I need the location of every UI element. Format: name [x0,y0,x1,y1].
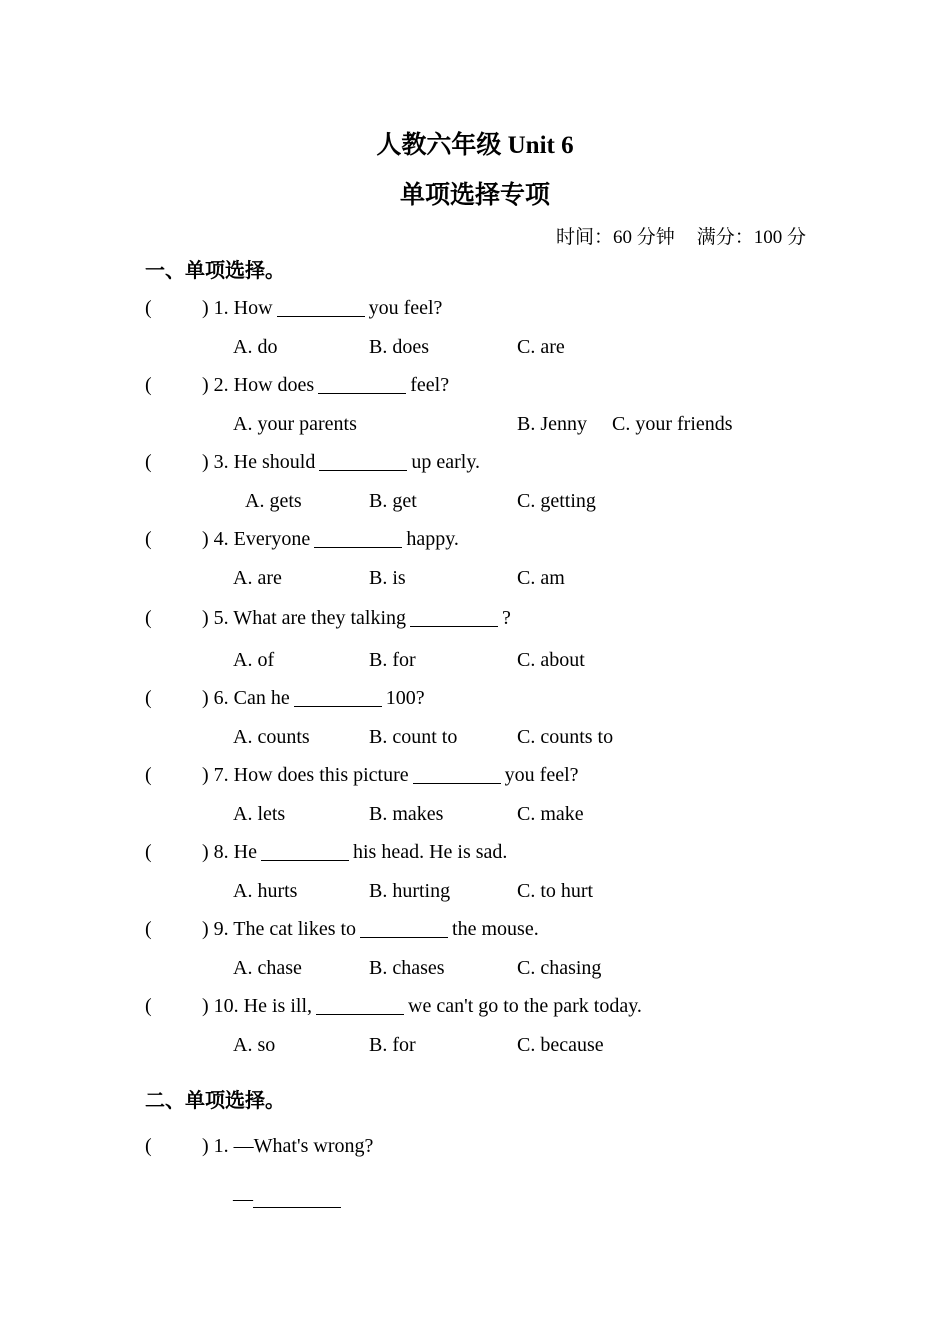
question-row [145,841,507,867]
option-a[interactable]: A. lets [233,803,286,825]
question-text: 10. He is ill, [213,995,313,1017]
option-a[interactable]: A. are [233,567,282,589]
question-text: 3. He should [213,451,316,473]
question-text-after: his head. He is sad. [353,841,508,863]
question-text: 8. He [213,841,257,863]
answer-dash: — [233,1188,253,1210]
question-text: 7. How does this picture [213,764,409,786]
answer-paren[interactable]: ( [145,841,152,863]
option-a[interactable]: A. chase [233,957,302,979]
exam-meta [556,222,806,249]
option-b[interactable]: B. count to [369,726,458,748]
answer-paren[interactable]: ( [145,687,152,709]
answer-paren[interactable]: ( [145,764,152,786]
question-close-paren: ) [202,841,209,863]
option-b[interactable]: B. is [369,567,406,589]
option-a[interactable]: A. so [233,1034,276,1056]
answer-paren[interactable]: ( [145,451,152,473]
option-a[interactable]: A. gets [245,490,302,512]
option-c[interactable]: C. to hurt [517,880,594,902]
answer-paren[interactable]: ( [145,1135,152,1157]
question-close-paren: ) [202,764,209,786]
answer-paren[interactable]: ( [145,528,152,550]
question-text-after: we can't go to the park today. [408,995,642,1017]
answer-blank[interactable] [277,315,365,317]
question-text: 1. How [213,297,273,319]
question-row [145,995,642,1021]
question-close-paren: ) [202,918,209,940]
score-label: 满分：100 分 [696,227,806,248]
question-text: 4. Everyone [213,528,311,550]
section-heading-1: 一、单项选择。 [145,260,285,282]
question-text-after: ? [502,607,511,629]
option-a[interactable]: A. do [233,336,278,358]
option-b[interactable]: B. makes [369,803,444,825]
option-a[interactable]: A. of [233,649,275,671]
question-text: 5. What are they talking [213,607,407,629]
question-text-after: you feel? [504,764,579,786]
answer-line[interactable] [233,1188,345,1214]
question-text-after: the mouse. [452,918,539,940]
answer-blank[interactable] [261,859,349,861]
answer-blank[interactable] [294,705,382,707]
question-text-after: 100? [385,687,425,709]
option-c[interactable]: C. because [517,1034,604,1056]
answer-blank[interactable] [413,782,501,784]
answer-paren[interactable]: ( [145,374,152,396]
option-a[interactable]: A. your parents [233,413,357,435]
question-close-paren: ) [202,528,209,550]
option-c[interactable]: C. chasing [517,957,602,979]
answer-paren[interactable]: ( [145,297,152,319]
answer-blank[interactable] [318,392,406,394]
question-close-paren: ) [202,1135,209,1157]
question-row [145,451,480,477]
option-c[interactable]: C. are [517,336,565,358]
option-c[interactable]: C. your friends [612,413,733,435]
time-label: 时间：60 分钟 [555,227,675,248]
option-b[interactable]: B. does [369,336,429,358]
question-close-paren: ) [202,374,209,396]
question-text-after: feel? [410,374,450,396]
question-close-paren: ) [202,995,209,1017]
option-b[interactable]: B. for [369,649,416,671]
option-b[interactable]: B. get [369,490,417,512]
option-c[interactable]: C. counts to [517,726,614,748]
question-text: 2. How does [213,374,315,396]
question-row [145,687,425,713]
question-row [145,764,579,790]
question-row [145,607,511,633]
answer-blank[interactable] [410,625,498,627]
question-row [145,1135,373,1161]
option-b[interactable]: B. for [369,1034,416,1056]
answer-paren[interactable]: ( [145,607,152,629]
question-text: 9. The cat likes to [213,918,357,940]
option-b[interactable]: B. chases [369,957,445,979]
option-b[interactable]: B. hurting [369,880,451,902]
answer-blank[interactable] [316,1013,404,1015]
question-close-paren: ) [202,297,209,319]
question-text-after: up early. [411,451,481,473]
option-a[interactable]: A. counts [233,726,310,748]
question-row [145,918,539,944]
answer-paren[interactable]: ( [145,995,152,1017]
section-heading-2: 二、单项选择。 [145,1090,285,1112]
answer-blank[interactable] [314,546,402,548]
answer-paren[interactable]: ( [145,918,152,940]
page-title: 人教六年级 Unit 6 [376,132,574,159]
option-b[interactable]: B. Jenny [517,413,587,435]
option-c[interactable]: C. am [517,567,565,589]
question-close-paren: ) [202,687,209,709]
question-row [145,374,449,400]
option-c[interactable]: C. make [517,803,584,825]
answer-blank[interactable] [360,936,448,938]
question-text-after: you feel? [368,297,443,319]
question-row [145,297,442,323]
question-text-after: happy. [406,528,459,550]
question-text: 1. —What's wrong? [213,1135,374,1157]
question-close-paren: ) [202,451,209,473]
option-a[interactable]: A. hurts [233,880,298,902]
answer-blank[interactable] [319,469,407,471]
page-subtitle: 单项选择专项 [399,182,550,209]
question-row [145,528,459,554]
question-text: 6. Can he [213,687,290,709]
question-close-paren: ) [202,607,209,629]
option-c[interactable]: C. about [517,649,585,671]
option-c[interactable]: C. getting [517,490,596,512]
answer-blank[interactable] [253,1206,341,1208]
